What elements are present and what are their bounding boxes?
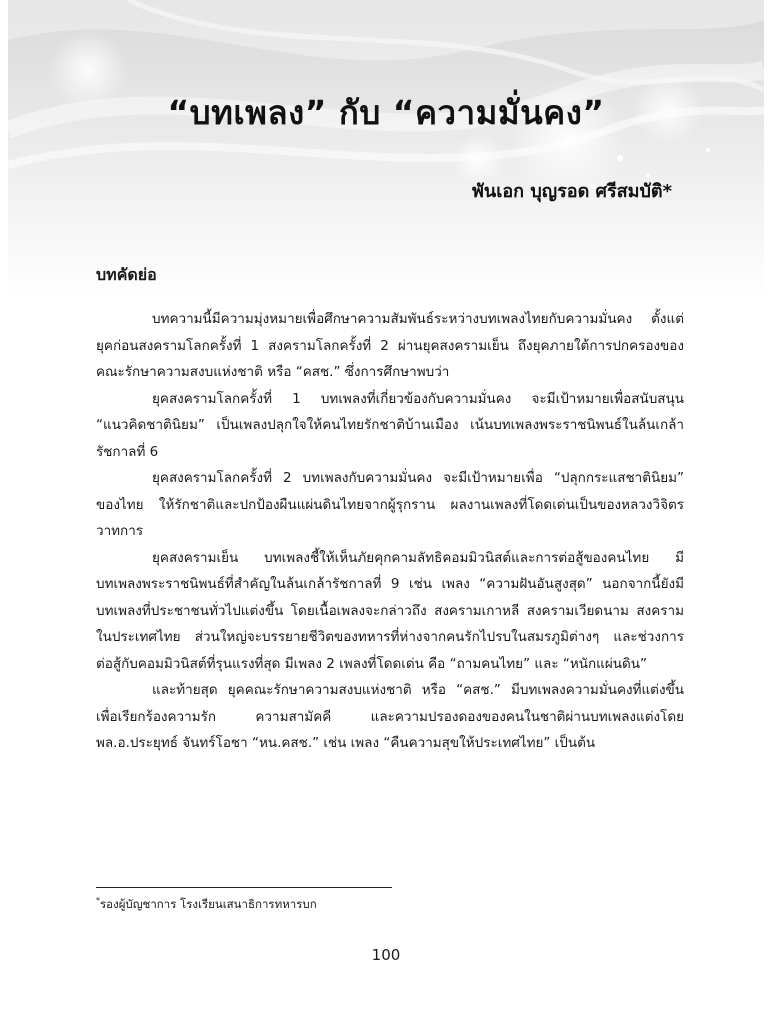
decorative-header-background <box>8 0 764 300</box>
footnote-divider <box>96 887 392 888</box>
abstract-paragraph: และท้ายสุด ยุคคณะรักษาความสงบแห่งชาติ หรือ “คสช.” มีบทเพลงความมั่นคงที่แต่งขึ้น เพื่อเรียกร้องความรัก ความสามัคคี และความปรองดองของคนในชาติผ่านบทเพลงแต่งโดย พล.อ.ประยุทธ์ จันทร์โอชา “หน.คสช.” เช่น เพลง “คืนความสุขให้ประเทศไทย” เป็นต้น <box>96 682 684 751</box>
abstract-paragraph: ยุคสงครามโลกครั้งที่ 2 บทเพลงกับความมั่นคง จะมีเป้าหมายเพื่อ “ปลุกกระแสชาตินิยม” ของไทย ให้รักชาติและปกป้องผืนแผ่นดินไทยจากผู้รุกราน ผลงานเพลงที่โดดเด่นเป็นของหลวงวิจิตรวาทการ <box>96 470 684 539</box>
abstract-paragraph: ยุคสงครามเย็น บทเพลงชี้ให้เห็นภัยคุกคามลัทธิคอมมิวนิสต์และการต่อสู้ของคนไทย มีบทเพลงพระราชนิพนธ์ที่สำคัญในล้นเกล้ารัชกาลที่ 9 เช่น เพลง “ความฝันอันสูงสุด” นอกจากนี้ยังมีบทเพลงที่ประชาชนทั่วไปแต่งขึ้น โดยเนื้อเพลงจะกล่าวถึง สงครามเกาหลี สงครามเวียดนาม สงครามในประเทศไทย ส่วนใหญ่จะบรรยายชีวิตของทหารที่ห่างจากคนรักไปรบในสมรภูมิต่างๆ และช่วงการต่อสู้กับคอมมิวนิสต์ที่รุนแรงที่สุด มีเพลง 2 เพลงที่โดดเด่น คือ “ถามคนไทย” และ “หนักแผ่นดิน” <box>96 549 684 672</box>
footnote-marker: * <box>96 896 100 906</box>
author-name: พันเอก บุญรอด ศรีสมบัติ* <box>472 181 672 202</box>
abstract-paragraph: บทความนี้มีความมุ่งหมายเพื่อศึกษาความสัมพันธ์ระหว่างบทเพลงไทยกับความมั่นคง ตั้งแต่ยุคก่อนสงครามโลกครั้งที่ 1 สงครามโลกครั้งที่ 2 ผ่านยุคสงครามเย็น ถึงยุคภายใต้การปกครองของคณะรักษาความสงบแห่งชาติ หรือ “คสช.” ซึ่งการศึกษาพบว่า <box>96 311 684 380</box>
abstract-heading: บทคัดย่อ <box>96 265 157 284</box>
page-number: 100 <box>371 946 401 964</box>
article-title: “บทเพลง” กับ “ความมั่นคง” <box>167 93 605 132</box>
footnote <box>96 896 317 914</box>
document-page <box>8 0 764 1024</box>
abstract-body <box>96 306 684 757</box>
abstract-paragraph: ยุคสงครามโลกครั้งที่ 1 บทเพลงที่เกี่ยวข้องกับความมั่นคง จะมีเป้าหมายเพื่อสนับสนุน “แนวคิดชาตินิยม” เป็นเพลงปลุกใจให้คนไทยรักชาติบ้านเมือง เน้นบทเพลงพระราชนิพนธ์ในล้นเกล้ารัชกาลที่ 6 <box>96 390 684 460</box>
footnote-text: รองผู้บัญชาการ โรงเรียนเสนาธิการทหารบก <box>100 897 317 911</box>
